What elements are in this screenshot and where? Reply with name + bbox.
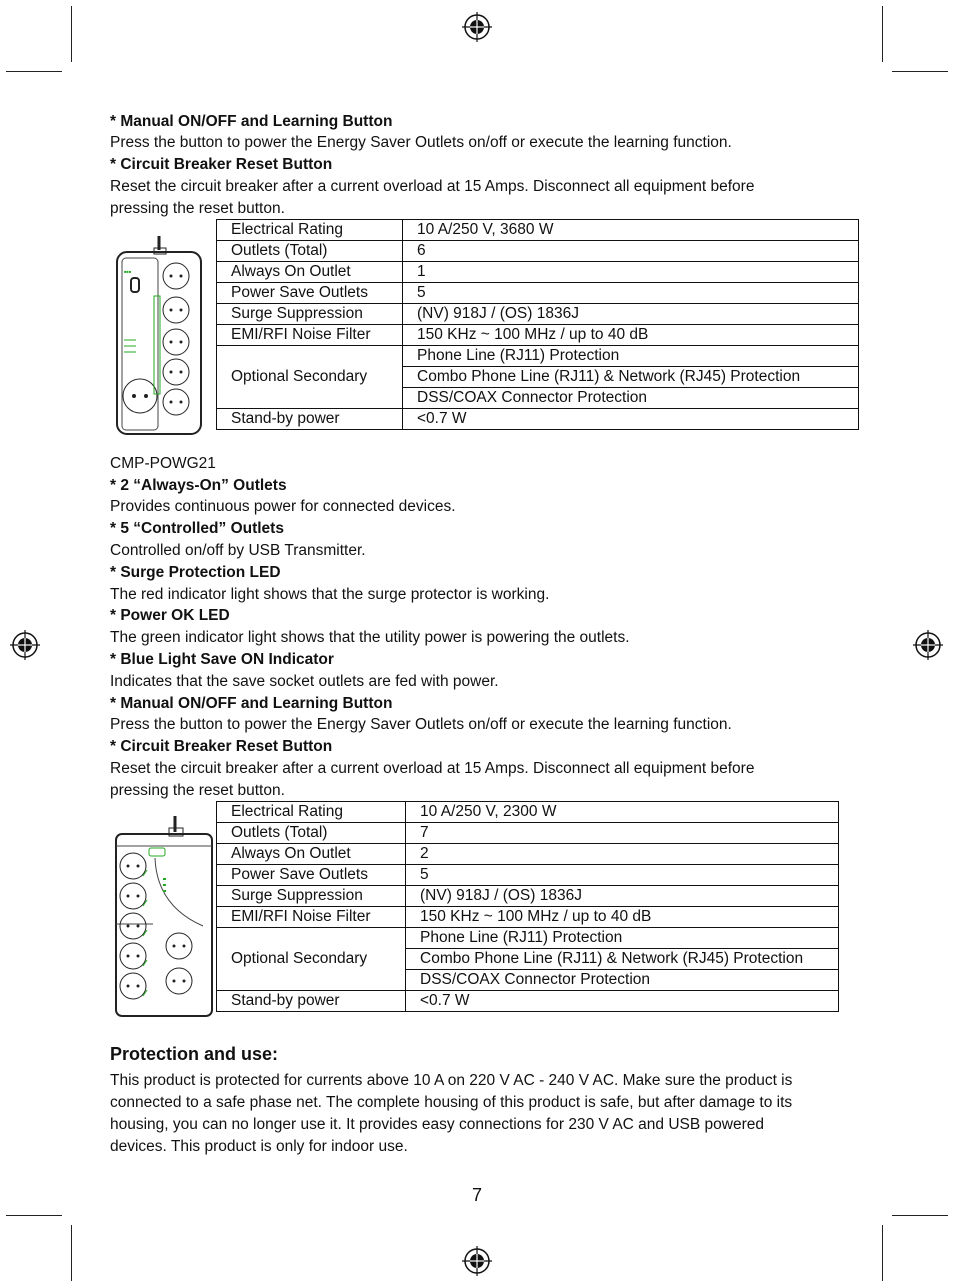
feature-title: * Circuit Breaker Reset Button [110, 738, 333, 755]
table-cell: Optional Secondary [217, 346, 403, 409]
table-cell: Optional Secondary [217, 928, 406, 991]
table-cell: 2 [406, 844, 839, 865]
crop-mark [6, 71, 62, 72]
table-row [217, 907, 839, 928]
feature-title: * 5 “Controlled” Outlets [110, 520, 284, 537]
table-cell: 6 [403, 241, 859, 262]
table-cell: Power Save Outlets [217, 283, 403, 304]
feature-title: * Surge Protection LED [110, 564, 281, 581]
table-cell: Combo Phone Line (RJ11) & Network (RJ45) Protection [403, 367, 859, 388]
table-row [217, 304, 859, 325]
feature-title: * 2 “Always-On” Outlets [110, 477, 287, 494]
feature-desc: Press the button to power the Energy Saver Outlets on/off or execute the learning function. [110, 716, 732, 733]
table-row [217, 220, 859, 241]
table-cell: Combo Phone Line (RJ11) & Network (RJ45) Protection [406, 949, 839, 970]
manual-button-title: * Manual ON/OFF and Learning Button [110, 113, 393, 130]
table-row [217, 262, 859, 283]
manual-button-desc: Press the button to power the Energy Saver Outlets on/off or execute the learning function. [110, 134, 732, 151]
table-cell: Stand-by power [217, 991, 406, 1012]
spec-table-2 [216, 801, 839, 1012]
feature-title: * Manual ON/OFF and Learning Button [110, 695, 393, 712]
table-row [217, 802, 839, 823]
table-cell: Stand-by power [217, 409, 403, 430]
table-cell: (NV) 918J / (OS) 1836J [406, 886, 839, 907]
feature-desc: The green indicator light shows that the utility power is powering the outlets. [110, 629, 630, 646]
crop-mark [892, 71, 948, 72]
crop-mark [71, 6, 72, 62]
table-cell: Always On Outlet [217, 262, 403, 283]
table-row [217, 325, 859, 346]
table-cell: Electrical Rating [217, 220, 403, 241]
table-cell: Electrical Rating [217, 802, 406, 823]
table-cell: Outlets (Total) [217, 823, 406, 844]
table-row [217, 844, 839, 865]
table-cell: 150 KHz ~ 100 MHz / up to 40 dB [403, 325, 859, 346]
table-cell: Phone Line (RJ11) Protection [406, 928, 839, 949]
breaker-desc: Reset the circuit breaker after a current overload at 15 Amps. Disconnect all equipment before [110, 178, 755, 195]
paragraph-line: connected to a safe phase net. The complete housing of this product is safe, but after damage to its [110, 1094, 793, 1111]
table-cell: Always On Outlet [217, 844, 406, 865]
table-row [217, 283, 859, 304]
paragraph-line: devices. This product is only for indoor use. [110, 1138, 408, 1155]
registration-mark-icon [462, 1246, 492, 1276]
table-row [217, 346, 859, 367]
feature-desc-cont: pressing the reset button. [110, 782, 285, 799]
table-cell: Power Save Outlets [217, 865, 406, 886]
table-row [217, 823, 839, 844]
registration-mark-icon [462, 12, 492, 42]
crop-mark [6, 1215, 62, 1216]
table-cell: 7 [406, 823, 839, 844]
page-number: 7 [471, 1185, 482, 1205]
table-row [217, 991, 839, 1012]
registration-mark-icon [913, 630, 943, 660]
crop-mark [892, 1215, 948, 1216]
table-cell: 1 [403, 262, 859, 283]
table-cell: 10 A/250 V, 3680 W [403, 220, 859, 241]
table-cell: 5 [406, 865, 839, 886]
feature-desc: Reset the circuit breaker after a current overload at 15 Amps. Disconnect all equipment before [110, 760, 755, 777]
table-cell: Surge Suppression [217, 304, 403, 325]
table-cell: Surge Suppression [217, 886, 406, 907]
table-cell: Phone Line (RJ11) Protection [403, 346, 859, 367]
table-cell: 10 A/250 V, 2300 W [406, 802, 839, 823]
crop-mark [882, 6, 883, 62]
table-cell: EMI/RFI Noise Filter [217, 907, 406, 928]
table-row [217, 865, 839, 886]
svg-text:■■■: ■■■ [124, 269, 132, 274]
power-strip-6-outlet-image [114, 236, 204, 438]
table-cell: <0.7 W [403, 409, 859, 430]
feature-title: * Blue Light Save ON Indicator [110, 651, 334, 668]
breaker-desc-cont: pressing the reset button. [110, 200, 285, 217]
paragraph-line: This product is protected for currents above 10 A on 220 V AC - 240 V AC. Make sure the product is [110, 1072, 793, 1089]
feature-desc: Provides continuous power for connected devices. [110, 498, 456, 515]
table-cell: Outlets (Total) [217, 241, 403, 262]
crop-mark [71, 1225, 72, 1281]
table-cell: 150 KHz ~ 100 MHz / up to 40 dB [406, 907, 839, 928]
table-row [217, 241, 859, 262]
power-strip-7-outlet-image [113, 816, 215, 1022]
crop-mark [882, 1225, 883, 1281]
registration-mark-icon [10, 630, 40, 660]
table-row [217, 928, 839, 949]
table-cell: <0.7 W [406, 991, 839, 1012]
paragraph-line: housing, you can no longer use it. It provides easy connections for 230 V AC and USB powered [110, 1116, 764, 1133]
table-cell: DSS/COAX Connector Protection [403, 388, 859, 409]
feature-title: * Power OK LED [110, 607, 230, 624]
spec-table-1 [216, 219, 859, 430]
table-cell: EMI/RFI Noise Filter [217, 325, 403, 346]
table-row [217, 886, 839, 907]
section-heading: Protection and use: [110, 1044, 279, 1064]
table-cell: DSS/COAX Connector Protection [406, 970, 839, 991]
table-row [217, 409, 859, 430]
table-cell: (NV) 918J / (OS) 1836J [403, 304, 859, 325]
table-cell: 5 [403, 283, 859, 304]
model-number: CMP-POWG21 [110, 455, 216, 472]
feature-desc: The red indicator light shows that the surge protector is working. [110, 586, 550, 603]
feature-desc: Indicates that the save socket outlets are fed with power. [110, 673, 499, 690]
feature-desc: Controlled on/off by USB Transmitter. [110, 542, 366, 559]
breaker-title: * Circuit Breaker Reset Button [110, 156, 333, 173]
